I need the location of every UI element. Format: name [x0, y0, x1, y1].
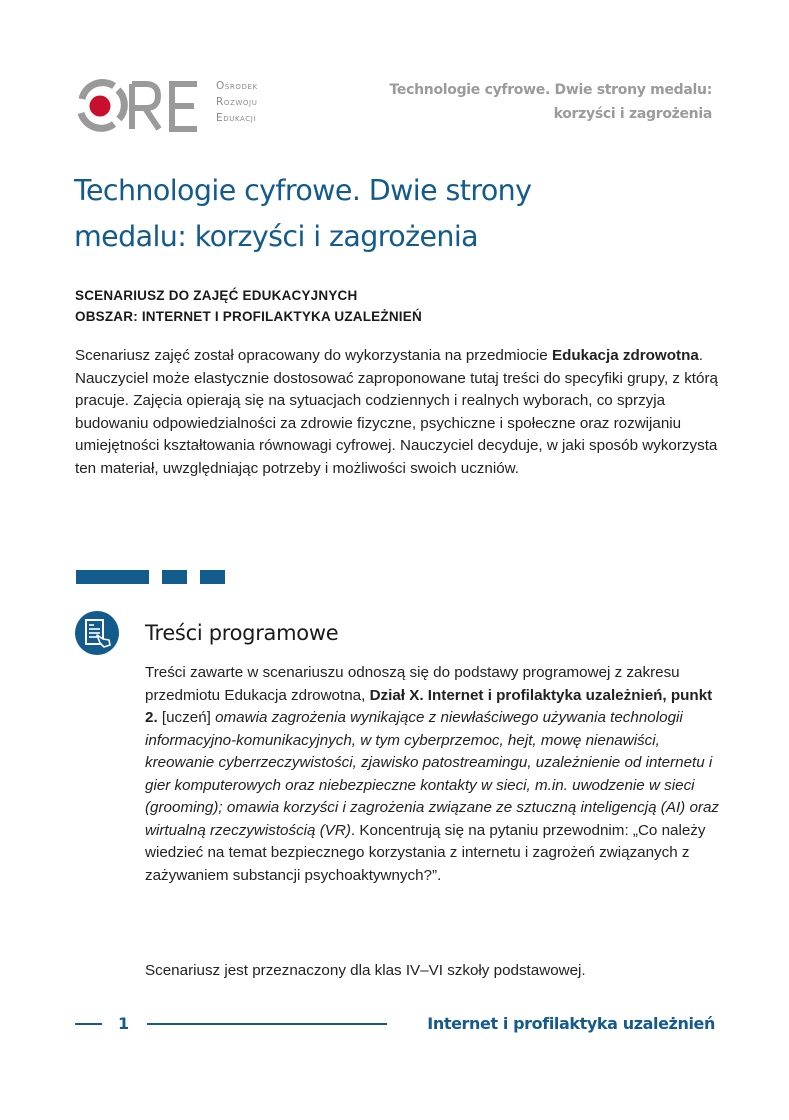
footer-section-label: Internet i profilaktyka uzależnień	[427, 1014, 715, 1033]
intro-paragraph	[75, 345, 725, 480]
footer-rule-short	[75, 1023, 102, 1025]
logo-line-1: Ośrodek	[216, 80, 258, 92]
page-number: 1	[118, 1014, 130, 1033]
running-title-line-1: Technologie cyfrowe. Dwie strony medalu:	[389, 82, 712, 98]
subheading-scenario: SCENARIUSZ DO ZAJĘĆ EDUKACYJNYCH	[75, 288, 358, 303]
ore-logo	[74, 77, 284, 137]
curriculum-reference-bold: Dział X. Internet i profilaktyka uzależnień, punkt 2.	[145, 686, 713, 726]
divider-block-short-2	[200, 570, 225, 584]
footer-rule-long	[147, 1023, 387, 1025]
page-title	[74, 168, 674, 260]
intro-text-2: . Nauczyciel może elastycznie dostosować zaproponowane tutaj treści do specyfiki grupy, z którą pracuje. Zajęcia opierają się na sytuacjach codziennych i realnych wyborach, co sprzyja budowaniu odpowiedzialności za zdrowie fizyczne, psychiczne i społeczne oraz rozwijaniu umiejętności kształtowania równowagi cyfrowej. Nauczyciel decyduje, w jaki sposób wykorzysta ten materiał, uwzględniając potrzeby i możliwości swoich uczniów.	[75, 347, 718, 477]
running-title-line-2: korzyści i zagrożenia	[553, 106, 712, 122]
document-subheading	[75, 285, 422, 327]
running-header-title	[332, 78, 712, 126]
logo-line-3: Edukacji	[216, 112, 257, 124]
intro-text-1: Scenariusz zajęć został opracowany do wykorzystania na przedmiocie	[75, 347, 552, 364]
curriculum-paragraph	[145, 662, 725, 887]
section-title: Treści programowe	[145, 621, 339, 645]
grade-note: Scenariusz jest przeznaczony dla klas IV–VI szkoły podstawowej.	[145, 962, 586, 979]
page-footer	[75, 1012, 715, 1036]
curriculum-guiding-question: . Koncentrują się na pytaniu przewodnim: „Co należy wiedzieć na temat bezpiecznego korzystania z internetu i zagrożeń związanych z zażywaniem substancji psychoaktywnych?”.	[145, 821, 706, 884]
curriculum-quote-italic: omawia zagrożenia wynikające z niewłaściwego używania technologii informacyjno-komunikacyjnych, w tym cyberprzemoc, hejt, mowę nienawiści, kreowanie cyberrzeczywistości, zjawisko patostreamingu, uzależnienie od internetu i gier komputerowych oraz niebezpieczne kontakty w sieci, m.in. uwodzenie w sieci (grooming); omawia korzyści i zagrożenia związane ze sztuczną inteligencją (AI) oraz wirtualną rzeczywistością (VR)	[145, 709, 719, 839]
document-hand-icon	[75, 611, 119, 655]
logo-line-2: Rozwoju	[216, 96, 258, 108]
intro-subject-bold: Edukacja zdrowotna	[551, 347, 699, 364]
ore-logo-mark-icon	[74, 77, 209, 135]
divider-block-long	[76, 570, 149, 584]
page-title-line-1: Technologie cyfrowe. Dwie strony	[74, 174, 532, 207]
logo-wordmark	[216, 78, 258, 126]
subheading-area: OBSZAR: INTERNET I PROFILAKTYKA UZALEŻNIEŃ	[75, 309, 422, 324]
divider-block-short-1	[162, 570, 187, 584]
curriculum-student-tag: [uczeń]	[157, 709, 216, 726]
curriculum-text-1: Treści zawarte w scenariuszu odnoszą się do podstawy programowej z zakresu przedmiotu Edukacja zdrowotna,	[145, 664, 680, 704]
page-title-line-2: medalu: korzyści i zagrożenia	[74, 220, 479, 253]
